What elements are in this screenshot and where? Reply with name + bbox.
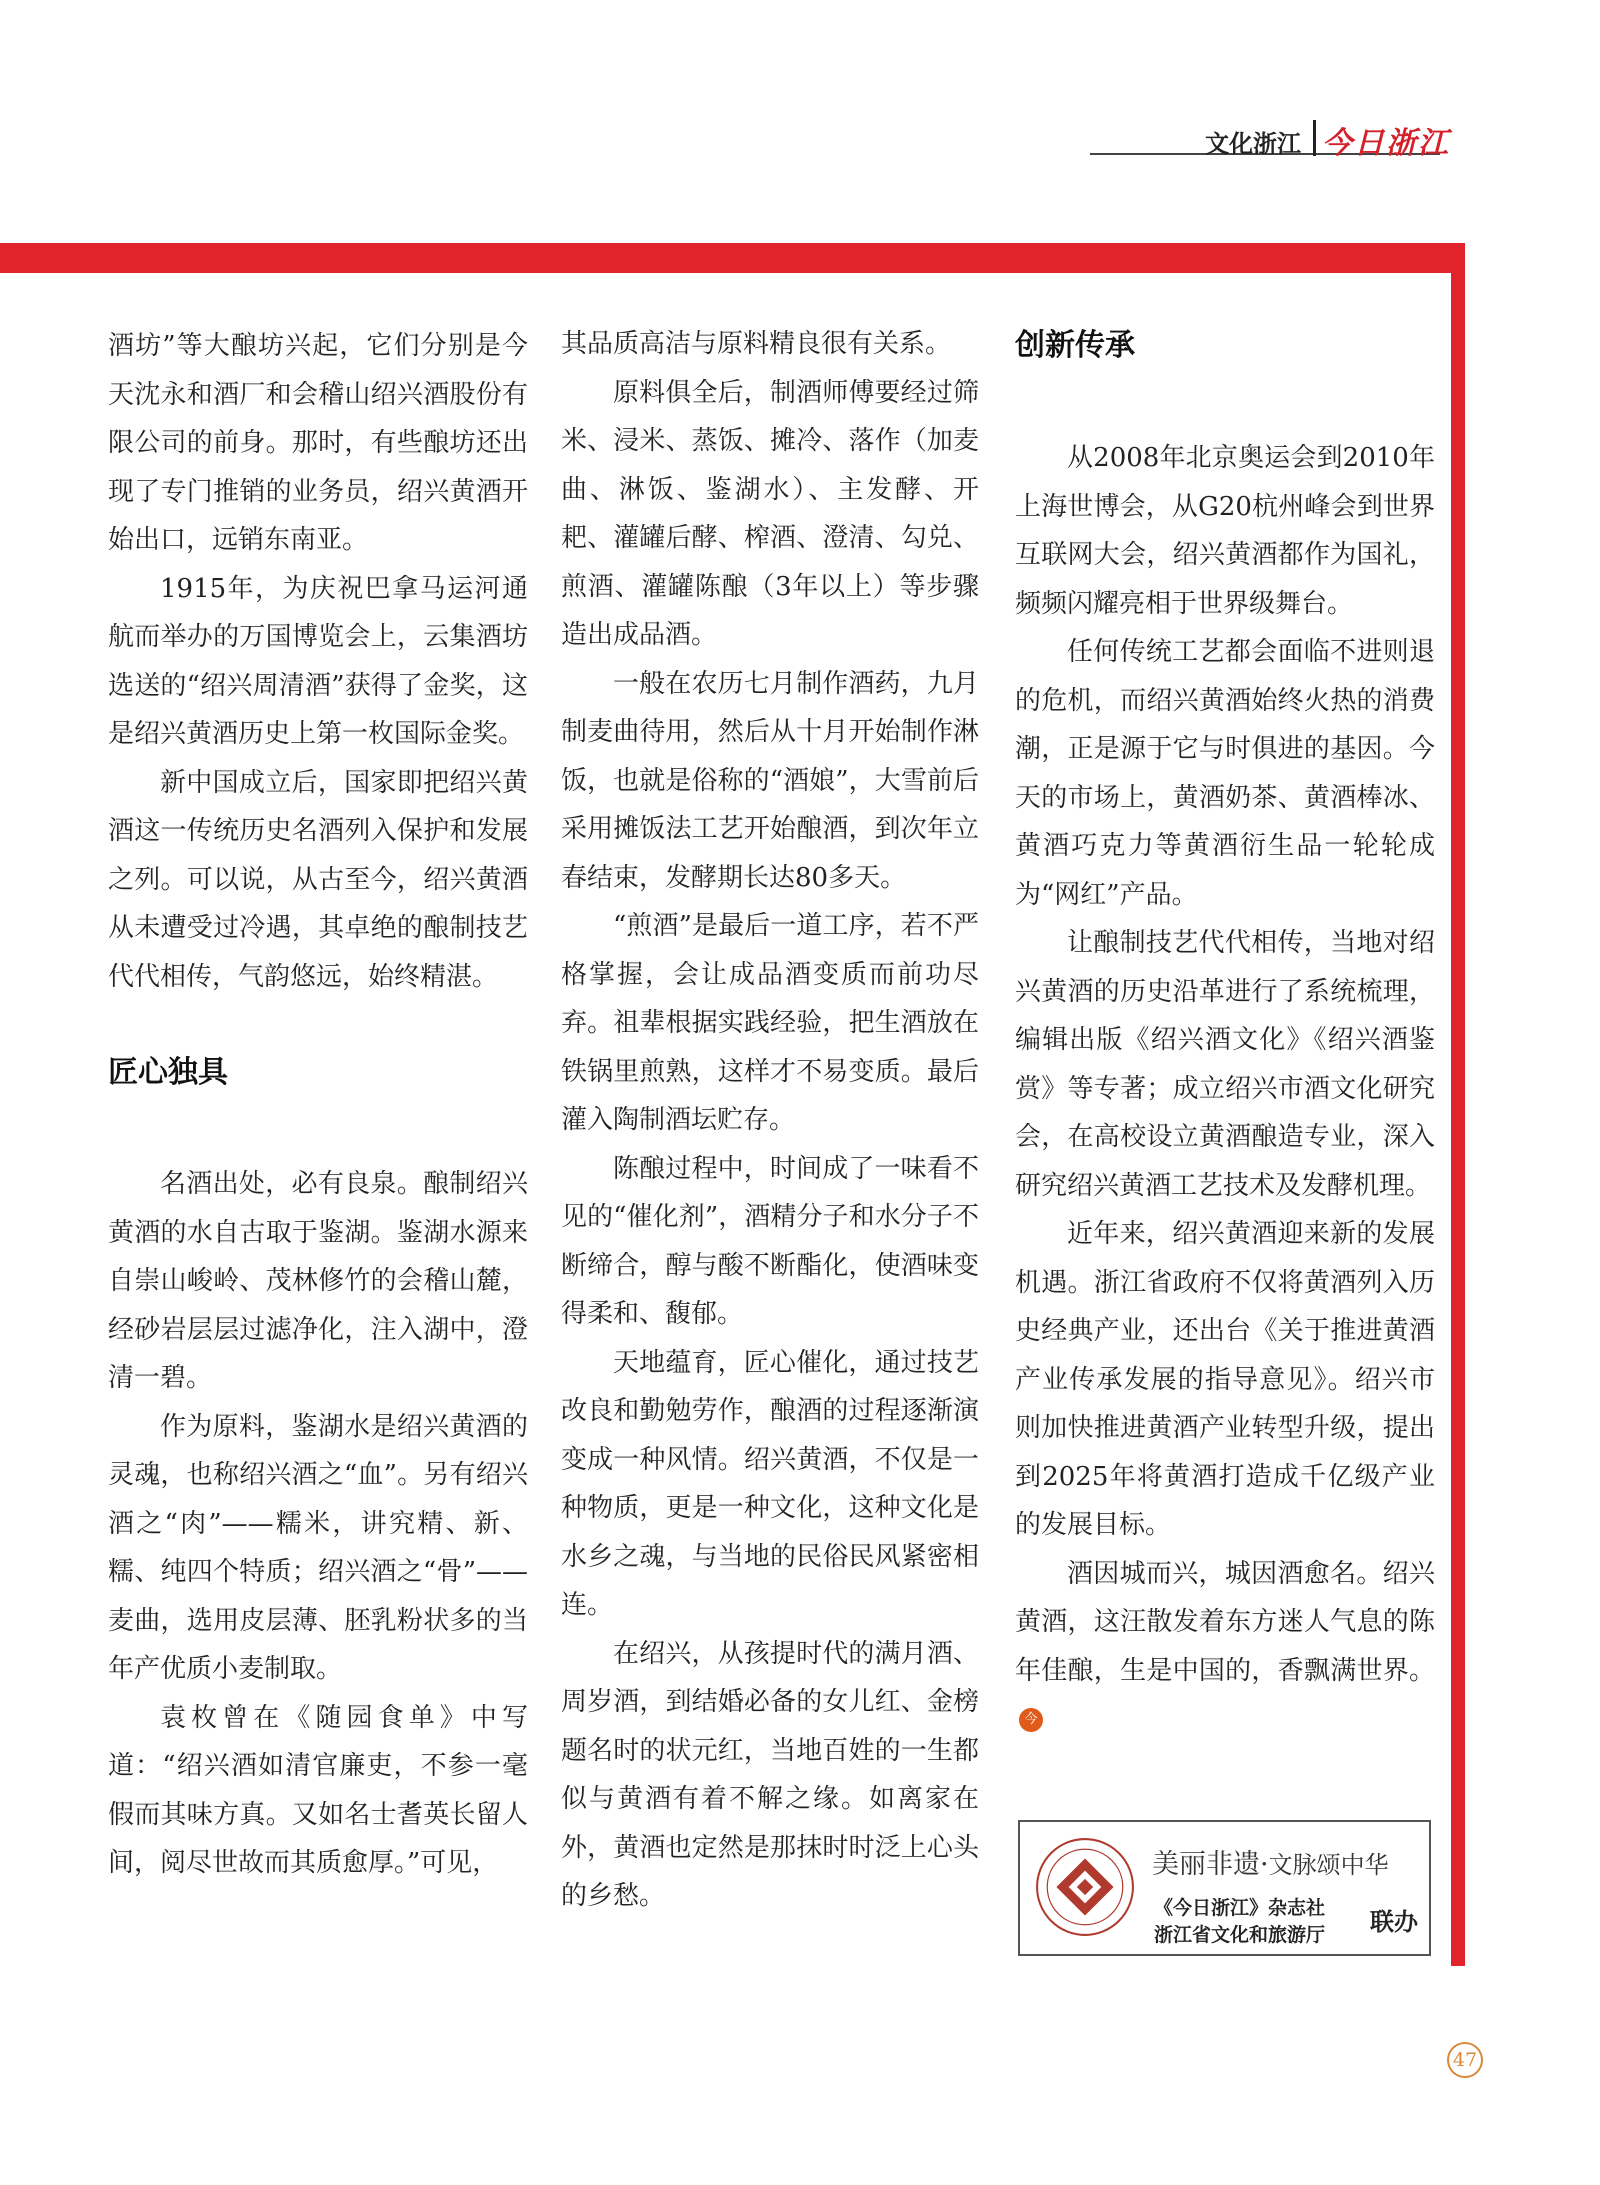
paragraph: 作为原料，鉴湖水是绍兴黄酒的灵魂，也称绍兴酒之“血”。另有绍兴酒之“肉”——糯米，讲究精、新、糯、纯四个特质；绍兴酒之“骨”——麦曲，选用皮层薄、胚乳粉状多的当年产优质小麦制取。 [108, 1411, 528, 1684]
sponsor-title-left: 美丽非遗 [1152, 1849, 1260, 1880]
sponsor-title-dot: · [1260, 1849, 1269, 1880]
paragraph: 天地蕴育，匠心催化，通过技艺改良和勤勉劳作，酿酒的过程逐渐演变成一种风情。绍兴黄酒，不仅是一种物质，更是一种文化，这种文化是水乡之魂，与当地的民俗民风紧密相连。 [561, 1347, 979, 1620]
paragraph: 其品质高洁与原料精良很有关系。 [561, 329, 952, 359]
paragraph: 从2008年北京奥运会到2010年上海世博会，从G20杭州峰会到世界互联网大会，绍兴黄酒都作为国礼，频频闪耀亮相于世界级舞台。 [1015, 443, 1435, 619]
paragraph: 陈酿过程中，时间成了一味看不见的“催化剂”，酒精分子和水分子不断缔合，醇与酸不断酯化，使酒味变得柔和、馥郁。 [561, 1153, 979, 1329]
magazine-logo: 今日浙江 [1322, 126, 1450, 161]
intangible-heritage-logo-icon [1034, 1836, 1136, 1938]
paragraph: 让酿制技艺代代相传，当地对绍兴黄酒的历史沿革进行了系统梳理，编辑出版《绍兴酒文化》《绍兴酒鉴赏》等专著；成立绍兴市酒文化研究会，在高校设立黄酒酿造专业，深入研究绍兴黄酒工艺技术及发酵机理。 [1015, 928, 1435, 1201]
page-number: 47 [1447, 2042, 1483, 2078]
paragraph: 袁枚曾在《随园食单》中写道：“绍兴酒如清官廉吏，不参一毫假而其味方真。又如名士耆英长留人间，阅尽世故而其质愈厚。”可见， [108, 1702, 528, 1878]
joint-label: 联办 [1370, 1908, 1418, 1936]
paragraph: 酒坊”等大酿坊兴起，它们分别是今天沈永和酒厂和会稽山绍兴酒股份有限公司的前身。那时，有些酿坊还出现了专门推销的业务员，绍兴黄酒开始出口，远销东南亚。 [108, 331, 528, 555]
section-heading: 匠心独具 [108, 1055, 228, 1090]
end-of-article-mark: 今 [1019, 1708, 1043, 1732]
paragraph: “煎酒”是最后一道工序，若不严格掌握，会让成品酒变质而前功尽弃。祖辈根据实践经验，把生酒放在铁锅里煎熟，这样才不易变质。最后灌入陶制酒坛贮存。 [561, 911, 979, 1135]
header-separator [1313, 120, 1316, 156]
paragraph [1015, 1550, 1435, 1744]
sponsor-title [1152, 1842, 1389, 1881]
section-heading: 创新传承 [1015, 328, 1135, 363]
paragraph: 原料俱全后，制酒师傅要经过筛米、浸米、蒸饭、摊冷、落作（加麦曲、淋饭、鉴湖水）、主发酵、开耙、灌罐后酵、榨酒、澄清、勾兑、煎酒、灌罐陈酿（3年以上）等步骤造出成品酒。 [561, 377, 979, 650]
paragraph: 新中国成立后，国家即把绍兴黄酒这一传统历史名酒列入保护和发展之列。可以说，从古至今，绍兴黄酒从未遭受过冷遇，其卓绝的酿制技艺代代相传，气韵悠远，始终精湛。 [108, 767, 528, 992]
article-column-3 [1015, 322, 1435, 1744]
article-column-1 [108, 322, 528, 1888]
paragraph-text: 酒因城而兴，城因酒愈名。绍兴黄酒，这汪散发着东方迷人气息的陈年佳酿，生是中国的，香飘满世界。 [1015, 1558, 1435, 1686]
sponsor-title-right: 文脉颂中华 [1268, 1851, 1389, 1879]
article-column-2 [561, 320, 979, 1921]
red-side-bar [1451, 243, 1465, 1966]
sponsor-org-magazine: 《今日浙江》杂志社 [1154, 1897, 1326, 1919]
paragraph: 在绍兴，从孩提时代的满月酒、周岁酒，到结婚必备的女儿红、金榜题名时的状元红，当地百姓的一生都似与黄酒有着不解之缘。如离家在外，黄酒也定然是那抹时时泛上心头的乡愁。 [561, 1638, 979, 1911]
red-banner-bar [0, 243, 1465, 273]
paragraph: 1915年，为庆祝巴拿马运河通航而举办的万国博览会上，云集酒坊选送的“绍兴周清酒”获得了金奖，这是绍兴黄酒历史上第一枚国际金奖。 [108, 573, 528, 749]
paragraph: 一般在农历七月制作酒药，九月制麦曲待用，然后从十月开始制作淋饭，也就是俗称的“酒娘”，大雪前后采用摊饭法工艺开始酿酒，到次年立春结束，发酵期长达80多天。 [561, 668, 979, 893]
sponsor-org-department: 浙江省文化和旅游厅 [1154, 1924, 1326, 1946]
sponsor-box [1018, 1820, 1431, 1956]
paragraph: 名酒出处，必有良泉。酿制绍兴黄酒的水自古取于鉴湖。鉴湖水源来自崇山峻岭、茂林修竹的会稽山麓，经砂岩层层过滤净化，注入湖中，澄清一碧。 [108, 1169, 528, 1393]
paragraph: 任何传统工艺都会面临不进则退的危机，而绍兴黄酒始终火热的消费潮，正是源于它与时俱进的基因。今天的市场上，黄酒奶茶、黄酒棒冰、黄酒巧克力等黄酒衍生品一轮轮成为“网红”产品。 [1015, 637, 1435, 910]
paragraph: 近年来，绍兴黄酒迎来新的发展机遇。浙江省政府不仅将黄酒列入历史经典产业，还出台《关于推进黄酒产业传承发展的指导意见》。绍兴市则加快推进黄酒产业转型升级，提出到2025年将黄酒打造成千亿级产业的发展目标。 [1015, 1219, 1435, 1540]
section-title: 文化浙江 [1205, 130, 1301, 158]
